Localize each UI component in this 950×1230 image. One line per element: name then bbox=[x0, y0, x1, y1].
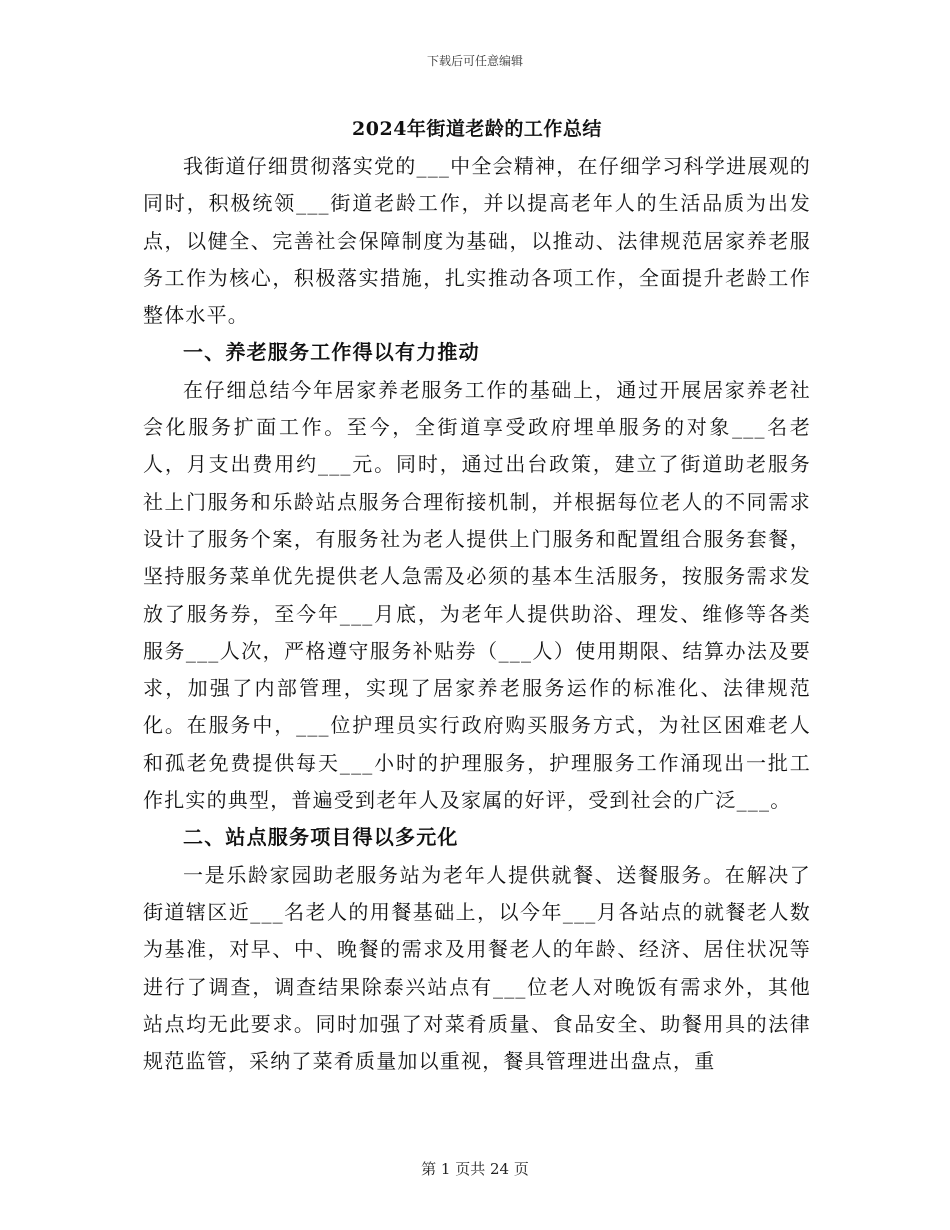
section-2-paragraph: 一是乐龄家园助老服务站为老年人提供就餐、送餐服务。在解决了街道辖区近___名老人的用餐基础上，以今年___月各站点的就餐老人数为基准，对早、中、晚餐的需求及用餐老人的年龄、经济、居住状况等进行了调查，调查结果除泰兴站点有___位老人对晚饭有需求外，其他站点均无此要求。同时加强了对菜肴质量、食品安全、助餐用具的法律规范监管，采纳了菜肴质量加以重视，餐具管理进出盘点，重 bbox=[143, 862, 811, 1074]
section-1-paragraph: 在仔细总结今年居家养老服务工作的基础上，通过开展居家养老社会化服务扩面工作。至今，全街道享受政府埋单服务的对象___名老人，月支出费用约___元。同时，通过出台政策，建立了街道助老服务社上门服务和乐龄站点服务合理衔接机制，并根据每位老人的不同需求设计了服务个案，有服务社为老人提供上门服务和配置组合服务套餐，坚持服务菜单优先提供老人急需及必须的基本生活服务，按服务需求发放了服务券，至今年___月底，为老年人提供助浴、理发、维修等各类服务___人次，严格遵守服务补贴券（___人）使用期限、结算办法及要求，加强了内部管理，实现了居家养老服务运作的标准化、法律规范化。在服务中，___位护理员实行政府购买服务方式，为社区困难老人和孤老免费提供每天___小时的护理服务，护理服务工作涌现出一批工作扎实的典型，普遍受到老年人及家属的好评，受到社会的广泛___。 bbox=[143, 377, 811, 813]
intro-paragraph: 我街道仔细贯彻落实党的___中全会精神，在仔细学习科学进展观的同时，积极统领___街道老龄工作，并以提高老年人的生活品质为出发点，以健全、完善社会保障制度为基础，以推动、法律规范居家养老服务工作为核心，积极落实措施，扎实推动各项工作，全面提升老龄工作整体水平。 bbox=[143, 154, 811, 328]
document-body bbox=[143, 112, 811, 1080]
section-2-heading: 二、站点服务项目得以多元化 bbox=[183, 825, 459, 850]
page-footer: 第 1 页共 24 页 bbox=[421, 1160, 529, 1178]
section-1-heading: 一、养老服务工作得以有力推动 bbox=[183, 340, 480, 365]
page-header-note: 下载后可任意编辑 bbox=[426, 54, 523, 68]
document-title: 2024年街道老龄的工作总结 bbox=[352, 118, 602, 140]
